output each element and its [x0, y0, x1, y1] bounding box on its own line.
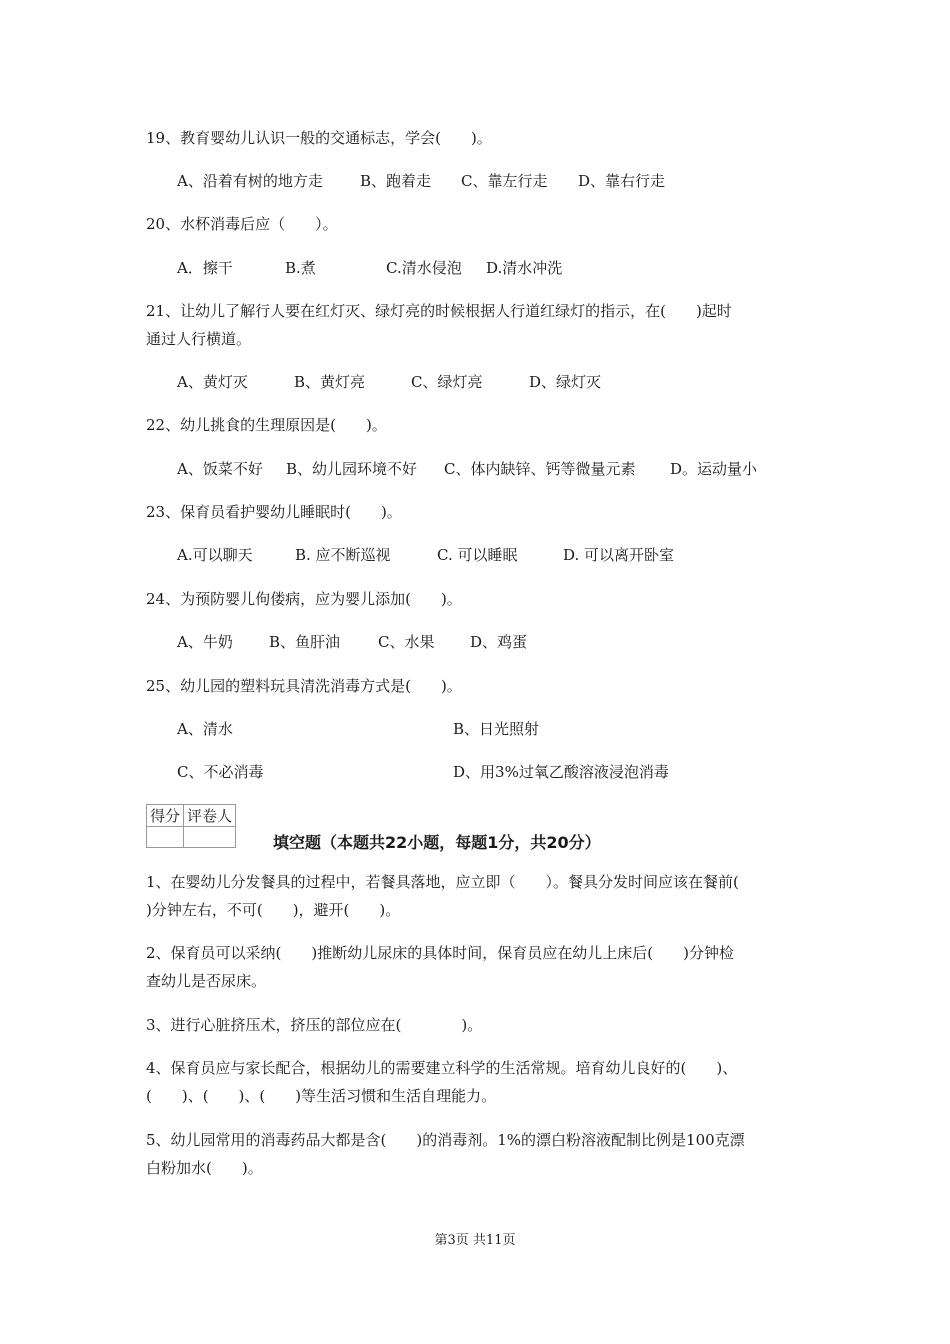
- question-20: 20、水杯消毒后应（ ）。: [146, 215, 338, 233]
- option-c: C、绿灯亮: [411, 373, 483, 391]
- option-a: A.可以聊天: [177, 546, 253, 564]
- option-d: D.清水冲洗: [486, 259, 563, 277]
- score-cell: [147, 827, 184, 848]
- option-d: D、绿灯灭: [529, 373, 602, 391]
- grader-label: 评卷人: [184, 805, 236, 827]
- section-title: 填空题（本题共22小题，每题1分，共20分）: [273, 833, 601, 852]
- option-d: D. 可以离开卧室: [563, 546, 675, 564]
- fill-question-2-line-1: 2、保育员可以采纳( )推断幼儿尿床的具体时间，保育员应在幼儿上床后( )分钟检: [146, 944, 734, 962]
- option-c: C、靠左行走: [461, 172, 548, 190]
- fill-question-2-line-2: 查幼儿是否尿床。: [146, 972, 267, 990]
- fill-question-1-line-1: 1、在婴幼儿分发餐具的过程中，若餐具落地，应立即（ ）。餐具分发时间应该在餐前(: [146, 873, 739, 891]
- score-label: 得分: [147, 805, 184, 827]
- option-b: B、日光照射: [453, 720, 540, 738]
- question-21-line-2: 通过人行横道。: [146, 330, 252, 348]
- option-c: C、体内缺锌、钙等微量元素: [444, 460, 636, 478]
- option-c: C.清水侵泡: [386, 259, 462, 277]
- page-footer: 第3页 共11页: [434, 1233, 516, 1248]
- fill-question-3: 3、进行心脏挤压术，挤压的部位应在( )。: [146, 1016, 483, 1034]
- option-d: D、鸡蛋: [470, 633, 528, 651]
- option-c: C、不必消毒: [177, 763, 264, 781]
- fill-question-4-line-2: ( )、( )、( )等生活习惯和生活自理能力。: [146, 1087, 497, 1105]
- option-b: B. 应不断巡视: [295, 546, 391, 564]
- option-b: B、跑着走: [360, 172, 432, 190]
- option-a: A、沿着有树的地方走: [177, 172, 323, 190]
- option-b: B.煮: [285, 259, 316, 277]
- option-a: A．擦干: [177, 259, 233, 277]
- fill-question-1-line-2: )分钟左右，不可( )，避开( )。: [146, 901, 401, 919]
- question-19: 19、教育婴幼儿认识一般的交通标志，学会( )。: [146, 129, 492, 147]
- option-b: B、幼儿园环境不好: [286, 460, 418, 478]
- option-a: A、黄灯灭: [177, 373, 248, 391]
- fill-question-4-line-1: 4、保育员应与家长配合，根据幼儿的需要建立科学的生活常规。培育幼儿良好的( )、: [146, 1059, 738, 1077]
- fill-question-5-line-1: 5、幼儿园常用的消毒药品大都是含( )的消毒剂。1%的漂白粉溶液配制比例是100克漂: [146, 1131, 745, 1149]
- score-box: [146, 804, 236, 848]
- option-c: C、水果: [378, 633, 435, 651]
- question-25: 25、幼儿园的塑料玩具清洗消毒方式是( )。: [146, 677, 462, 695]
- option-b: B、黄灯亮: [294, 373, 366, 391]
- fill-question-5-line-2: 白粉加水( )。: [146, 1159, 263, 1177]
- option-d: D、用3%过氧乙酸溶液浸泡消毒: [453, 763, 669, 781]
- question-22: 22、幼儿挑食的生理原因是( )。: [146, 416, 387, 434]
- option-a: A、饭菜不好: [177, 460, 263, 478]
- grader-cell: [184, 827, 236, 848]
- option-d: D。运动量小: [670, 460, 758, 478]
- question-24: 24、为预防婴儿佝偻病，应为婴儿添加( )。: [146, 590, 462, 608]
- option-c: C. 可以睡眠: [437, 546, 518, 564]
- question-23: 23、保育员看护婴幼儿睡眠时( )。: [146, 503, 402, 521]
- option-a: A、牛奶: [177, 633, 233, 651]
- question-21-line-1: 21、让幼儿了解行人要在红灯灭、绿灯亮的时候根据人行道红绿灯的指示，在( )起时: [146, 302, 732, 320]
- option-d: D、靠右行走: [578, 172, 666, 190]
- option-b: B、鱼肝油: [269, 633, 341, 651]
- option-a: A、清水: [177, 720, 233, 738]
